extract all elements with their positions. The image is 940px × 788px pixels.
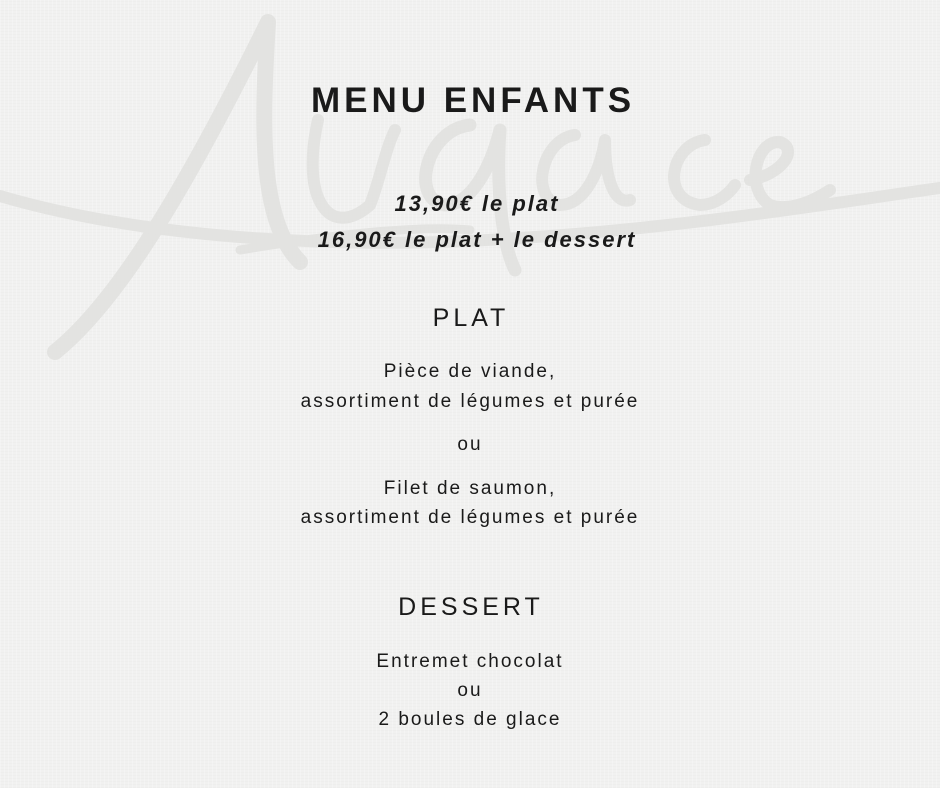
price-plat: 13,90€ le plat	[394, 191, 560, 216]
plat-option-saumon: Filet de saumon,	[383, 478, 557, 499]
dessert-section-title: DESSERT	[398, 593, 544, 621]
plat-section-title: PLAT	[432, 304, 510, 332]
dessert-option-glace: 2 boules de glace	[378, 709, 562, 730]
dessert-option-chocolat: Entremet chocolat	[376, 651, 564, 672]
plat-separator-ou: ou	[457, 434, 483, 455]
plat-option-viande: Pièce de viande,	[383, 361, 557, 382]
plat-option-saumon-detail: assortiment de légumes et purée	[300, 507, 640, 528]
price-plat-dessert: 16,90€ le plat + le dessert	[317, 227, 637, 252]
plat-option-viande-detail: assortiment de légumes et purée	[300, 391, 640, 412]
dessert-separator-ou: ou	[457, 680, 483, 701]
menu-title: MENU ENFANTS	[310, 81, 636, 120]
